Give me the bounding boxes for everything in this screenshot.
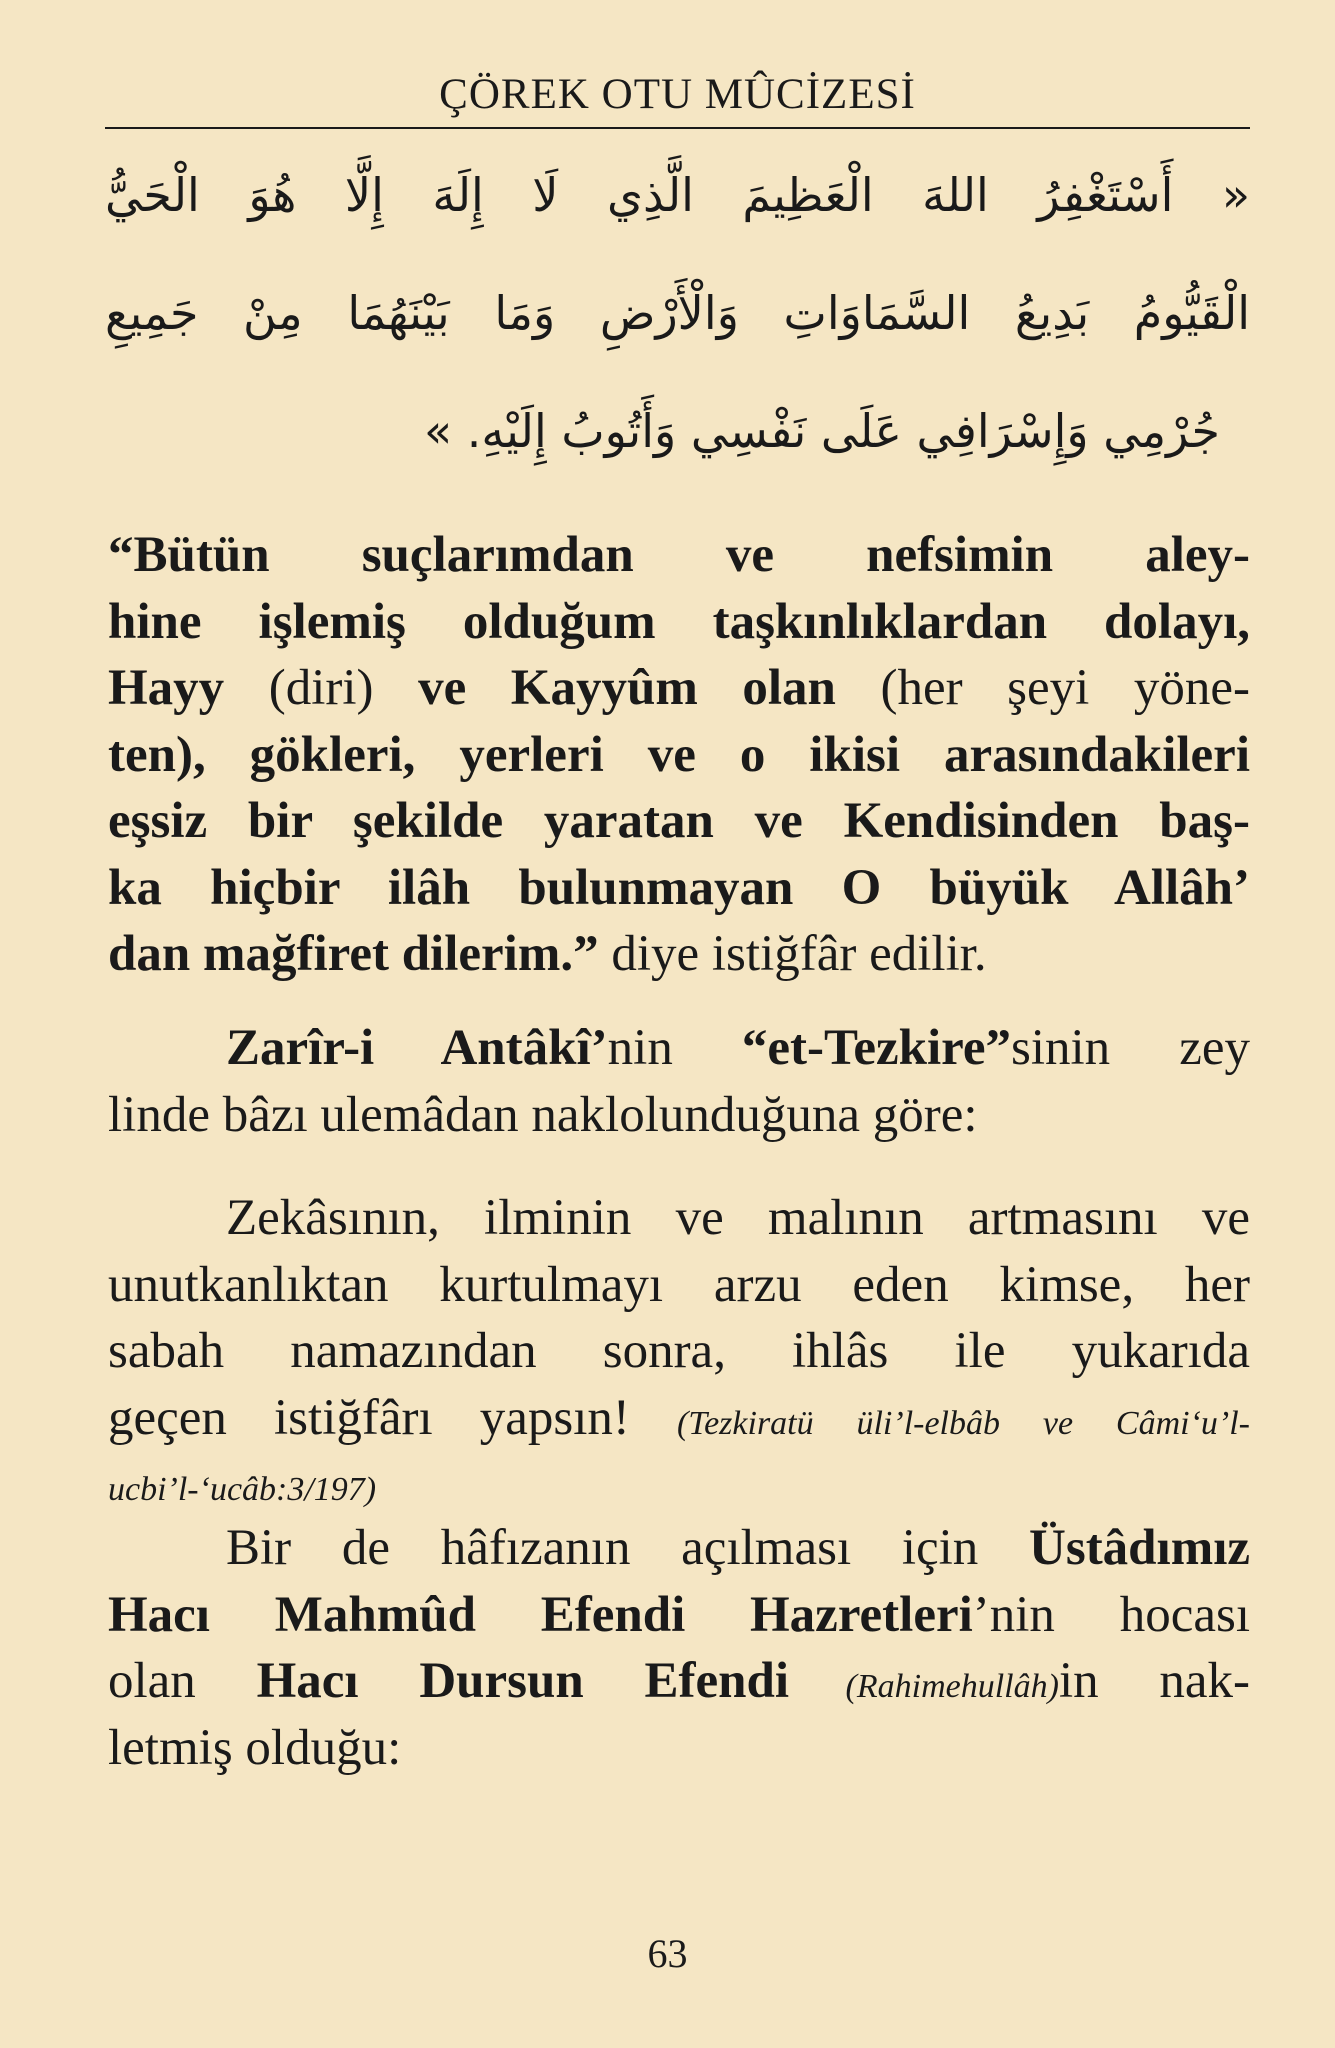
text-span: (Rahimehullâh) <box>789 1668 1059 1705</box>
running-header: ÇÖREK OTU MÛCİZESİ <box>439 71 916 118</box>
text-span: Üstâdımız <box>1029 1520 1250 1576</box>
text-span: Hacı Dursun Efendi <box>256 1653 790 1709</box>
text-span: (her şeyi yöne- <box>835 660 1250 716</box>
text-span: nin <box>607 1020 742 1076</box>
text-line: ten), gökleri, yerleri ve o ikisi arasındakileri <box>108 726 1250 783</box>
text-span: (diri) <box>224 660 419 716</box>
instruction-paragraph <box>108 1185 1250 1518</box>
arabic-prayer-line-1: « أَسْتَغْفِرُ اللهَ الْعَظِيمَ الَّذِي لَا إِلَهَ إِلَّا هُوَ الْحَيُّ <box>105 168 1250 222</box>
text-line: ka hiçbir ilâh bulunmayan O büyük Allâh’ <box>108 859 1250 916</box>
text-span: ’nin hocası <box>972 1586 1250 1643</box>
translation-paragraph <box>108 522 1250 988</box>
citation: (Tezkiratü üli’l-elbâb ve Câmi‘u’l- <box>676 1404 1250 1442</box>
text-span: dan mağfiret dilerim.” <box>108 926 599 982</box>
text-span: Hacı Mahmûd Efendi Hazretleri <box>108 1586 973 1643</box>
text-line <box>108 655 1250 722</box>
source-paragraph <box>108 1015 1250 1148</box>
text-line <box>108 1515 1250 1582</box>
text-line: sabah namazından sonra, ihlâs ile yukarıda <box>108 1323 1250 1379</box>
text-line <box>108 1582 1250 1649</box>
text-line <box>108 921 1250 988</box>
text-span: diye istiğfâr edilir. <box>598 926 987 982</box>
text-line <box>108 1451 1250 1518</box>
text-span: Hayy <box>108 660 225 716</box>
arabic-prayer-line-3: جُرْمِي وَإِسْرَافِي عَلَى نَفْسِي وَأَتُوبُ إِلَيْهِ. » <box>424 404 1220 458</box>
text-span: Zarîr-i Antâkî’ <box>226 1020 608 1076</box>
text-line: letmiş olduğu: <box>108 1719 402 1776</box>
text-line <box>108 1648 1250 1715</box>
citation: ucbi’l-‘ucâb:3/197) <box>108 1471 377 1508</box>
text-span: geçen istiğfârı yapsın! <box>108 1389 677 1446</box>
text-line: hine işlemiş olduğum taşkınlıklardan dolayı, <box>108 593 1250 650</box>
text-line <box>108 1015 1250 1082</box>
text-line: eşsiz bir şekilde yaratan ve Kendisinden baş- <box>108 793 1250 849</box>
text-span: ve Kayyûm olan <box>418 660 836 716</box>
text-span: sinin zey <box>1010 1020 1250 1076</box>
text-span: olan <box>108 1653 257 1709</box>
text-span: Bir de hâfızanın açılması için <box>226 1520 1030 1576</box>
text-line: Zekâsının, ilminin ve malının artmasını ve <box>226 1190 1250 1246</box>
text-line: linde bâzı ulemâdan naklolunduğuna göre: <box>108 1086 978 1143</box>
hafiza-paragraph <box>108 1515 1250 1781</box>
page-number: 63 <box>647 1931 688 1976</box>
text-line: unutkanlıktan kurtulmayı arzu eden kimse, her <box>108 1256 1250 1313</box>
header-rule <box>105 127 1250 129</box>
text-span: “et-Tezkire” <box>741 1020 1011 1076</box>
text-span: in nak- <box>1058 1653 1251 1709</box>
arabic-prayer-line-2: الْقَيُّومُ بَدِيعُ السَّمَاوَاتِ وَالْأَرْضِ وَمَا بَيْنَهُمَا مِنْ جَمِيعِ <box>105 286 1250 340</box>
text-line <box>108 1385 1250 1452</box>
text-line: “Bütün suçlarımdan ve nefsimin aley- <box>108 527 1250 583</box>
